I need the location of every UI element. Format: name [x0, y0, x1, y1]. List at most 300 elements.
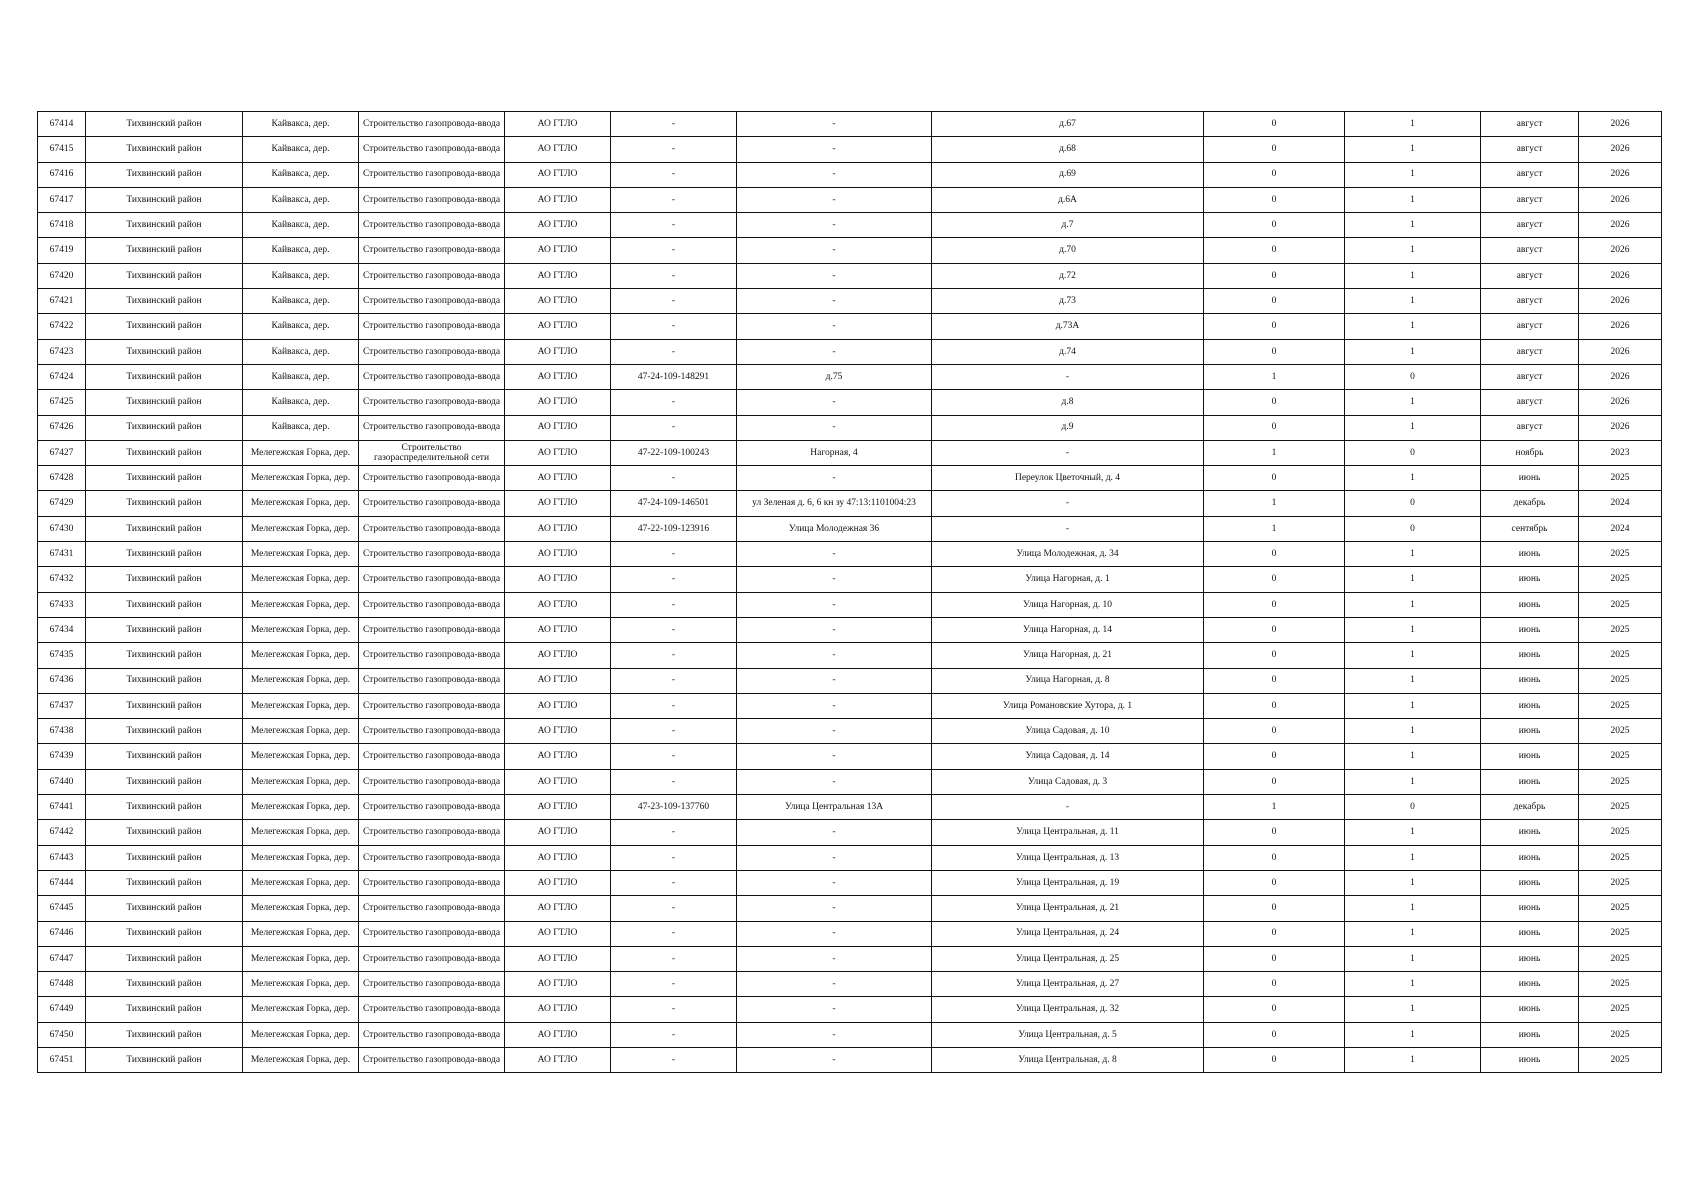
month-cell: июнь	[1481, 1022, 1579, 1047]
table-row	[38, 896, 1662, 921]
object-address-cell: Улица Центральная, д. 11	[932, 820, 1204, 845]
year-cell: 2025	[1579, 870, 1662, 895]
application-number-cell: -	[611, 314, 737, 339]
district-cell: Тихвинский район	[86, 820, 243, 845]
organization-cell: АО ГТЛО	[505, 617, 611, 642]
work-type-cell: Строительство газопровода-ввода	[359, 643, 505, 668]
table-row	[38, 1022, 1662, 1047]
settlement-cell: Кайвакса, дер.	[243, 415, 359, 440]
application-number-cell: -	[611, 921, 737, 946]
application-number-cell: -	[611, 820, 737, 845]
work-type-cell: Строительство газопровода-ввода	[359, 415, 505, 440]
work-type-cell: Строительство газопровода-ввода	[359, 339, 505, 364]
row-number-cell: 67436	[38, 668, 86, 693]
work-type-cell: Строительство газопровода-ввода	[359, 592, 505, 617]
object-address-cell: д.9	[932, 415, 1204, 440]
settlement-cell: Кайвакса, дер.	[243, 364, 359, 389]
count-a-cell: 0	[1204, 592, 1345, 617]
table-row	[38, 415, 1662, 440]
table-body	[38, 112, 1662, 1073]
object-address-cell: д.73	[932, 289, 1204, 314]
applicant-address-cell: -	[737, 1022, 932, 1047]
settlement-cell: Мелегежская Горка, дер.	[243, 1022, 359, 1047]
application-number-cell: -	[611, 415, 737, 440]
month-cell: июнь	[1481, 769, 1579, 794]
application-number-cell: -	[611, 137, 737, 162]
month-cell: июнь	[1481, 542, 1579, 567]
organization-cell: АО ГТЛО	[505, 668, 611, 693]
row-number-cell: 67420	[38, 263, 86, 288]
count-a-cell: 0	[1204, 162, 1345, 187]
month-cell: июнь	[1481, 946, 1579, 971]
work-type-cell: Строительство газопровода-ввода	[359, 744, 505, 769]
district-cell: Тихвинский район	[86, 643, 243, 668]
object-address-cell: д.69	[932, 162, 1204, 187]
count-a-cell: 0	[1204, 617, 1345, 642]
work-type-cell: Строительство газопровода-ввода	[359, 845, 505, 870]
count-b-cell: 1	[1345, 997, 1481, 1022]
year-cell: 2024	[1579, 491, 1662, 516]
table-row	[38, 946, 1662, 971]
applicant-address-cell: Нагорная, 4	[737, 440, 932, 465]
settlement-cell: Мелегежская Горка, дер.	[243, 870, 359, 895]
row-number-cell: 67422	[38, 314, 86, 339]
district-cell: Тихвинский район	[86, 289, 243, 314]
applicant-address-cell: -	[737, 693, 932, 718]
object-address-cell: Улица Центральная, д. 5	[932, 1022, 1204, 1047]
district-cell: Тихвинский район	[86, 187, 243, 212]
district-cell: Тихвинский район	[86, 466, 243, 491]
settlement-cell: Мелегежская Горка, дер.	[243, 744, 359, 769]
district-cell: Тихвинский район	[86, 112, 243, 137]
year-cell: 2025	[1579, 542, 1662, 567]
table-row	[38, 466, 1662, 491]
table-row	[38, 1047, 1662, 1072]
table-row	[38, 643, 1662, 668]
applicant-address-cell: -	[737, 187, 932, 212]
year-cell: 2026	[1579, 415, 1662, 440]
count-a-cell: 0	[1204, 997, 1345, 1022]
table-row	[38, 390, 1662, 415]
month-cell: июнь	[1481, 668, 1579, 693]
object-address-cell: Улица Романовские Хутора, д. 1	[932, 693, 1204, 718]
row-number-cell: 67434	[38, 617, 86, 642]
application-number-cell: -	[611, 112, 737, 137]
table-row	[38, 238, 1662, 263]
applicant-address-cell: -	[737, 744, 932, 769]
application-number-cell: -	[611, 744, 737, 769]
settlement-cell: Кайвакса, дер.	[243, 137, 359, 162]
work-type-cell: Строительство газопровода-ввода	[359, 617, 505, 642]
count-a-cell: 1	[1204, 516, 1345, 541]
settlement-cell: Мелегежская Горка, дер.	[243, 693, 359, 718]
applicant-address-cell: -	[737, 162, 932, 187]
year-cell: 2026	[1579, 213, 1662, 238]
district-cell: Тихвинский район	[86, 162, 243, 187]
applicant-address-cell: -	[737, 820, 932, 845]
object-address-cell: Улица Нагорная, д. 10	[932, 592, 1204, 617]
month-cell: ноябрь	[1481, 440, 1579, 465]
year-cell: 2025	[1579, 972, 1662, 997]
year-cell: 2025	[1579, 921, 1662, 946]
count-b-cell: 1	[1345, 972, 1481, 997]
organization-cell: АО ГТЛО	[505, 896, 611, 921]
work-type-cell: Строительство газопровода-ввода	[359, 516, 505, 541]
table-row	[38, 314, 1662, 339]
object-address-cell: Улица Садовая, д. 14	[932, 744, 1204, 769]
table-row	[38, 870, 1662, 895]
application-number-cell: -	[611, 567, 737, 592]
application-number-cell: -	[611, 289, 737, 314]
work-type-cell: Строительство газопровода-ввода	[359, 213, 505, 238]
count-a-cell: 0	[1204, 1022, 1345, 1047]
organization-cell: АО ГТЛО	[505, 845, 611, 870]
applicant-address-cell: -	[737, 592, 932, 617]
work-type-cell: Строительство газопровода-ввода	[359, 314, 505, 339]
count-a-cell: 0	[1204, 972, 1345, 997]
settlement-cell: Мелегежская Горка, дер.	[243, 972, 359, 997]
table-row	[38, 567, 1662, 592]
settlement-cell: Мелегежская Горка, дер.	[243, 668, 359, 693]
row-number-cell: 67429	[38, 491, 86, 516]
table-row	[38, 491, 1662, 516]
application-number-cell: -	[611, 643, 737, 668]
year-cell: 2026	[1579, 390, 1662, 415]
object-address-cell: Улица Центральная, д. 25	[932, 946, 1204, 971]
district-cell: Тихвинский район	[86, 1022, 243, 1047]
count-b-cell: 1	[1345, 567, 1481, 592]
row-number-cell: 67428	[38, 466, 86, 491]
count-a-cell: 0	[1204, 820, 1345, 845]
work-type-cell: Строительство газопровода-ввода	[359, 187, 505, 212]
district-cell: Тихвинский район	[86, 617, 243, 642]
count-a-cell: 0	[1204, 112, 1345, 137]
table-row	[38, 213, 1662, 238]
district-cell: Тихвинский район	[86, 668, 243, 693]
month-cell: июнь	[1481, 896, 1579, 921]
year-cell: 2025	[1579, 592, 1662, 617]
table-row	[38, 921, 1662, 946]
applicant-address-cell: -	[737, 542, 932, 567]
month-cell: июнь	[1481, 1047, 1579, 1072]
month-cell: август	[1481, 162, 1579, 187]
object-address-cell: -	[932, 516, 1204, 541]
organization-cell: АО ГТЛО	[505, 466, 611, 491]
count-a-cell: 0	[1204, 339, 1345, 364]
object-address-cell: -	[932, 364, 1204, 389]
count-a-cell: 0	[1204, 769, 1345, 794]
settlement-cell: Мелегежская Горка, дер.	[243, 440, 359, 465]
row-number-cell: 67433	[38, 592, 86, 617]
row-number-cell: 67430	[38, 516, 86, 541]
settlement-cell: Кайвакса, дер.	[243, 263, 359, 288]
application-number-cell: -	[611, 542, 737, 567]
year-cell: 2025	[1579, 617, 1662, 642]
settlement-cell: Мелегежская Горка, дер.	[243, 845, 359, 870]
count-a-cell: 0	[1204, 567, 1345, 592]
settlement-cell: Мелегежская Горка, дер.	[243, 542, 359, 567]
application-number-cell: -	[611, 390, 737, 415]
month-cell: сентябрь	[1481, 516, 1579, 541]
application-number-cell: -	[611, 213, 737, 238]
month-cell: июнь	[1481, 617, 1579, 642]
settlement-cell: Кайвакса, дер.	[243, 213, 359, 238]
row-number-cell: 67451	[38, 1047, 86, 1072]
object-address-cell: д.7	[932, 213, 1204, 238]
work-type-cell: Строительство газопровода-ввода	[359, 896, 505, 921]
district-cell: Тихвинский район	[86, 1047, 243, 1072]
count-a-cell: 0	[1204, 1047, 1345, 1072]
organization-cell: АО ГТЛО	[505, 314, 611, 339]
count-a-cell: 0	[1204, 845, 1345, 870]
object-address-cell: Улица Нагорная, д. 14	[932, 617, 1204, 642]
count-a-cell: 0	[1204, 137, 1345, 162]
table-row	[38, 845, 1662, 870]
count-b-cell: 1	[1345, 896, 1481, 921]
applicant-address-cell: -	[737, 289, 932, 314]
row-number-cell: 67426	[38, 415, 86, 440]
district-cell: Тихвинский район	[86, 440, 243, 465]
year-cell: 2025	[1579, 946, 1662, 971]
applicant-address-cell: -	[737, 643, 932, 668]
settlement-cell: Мелегежская Горка, дер.	[243, 719, 359, 744]
work-type-cell: Строительство газопровода-ввода	[359, 364, 505, 389]
row-number-cell: 67450	[38, 1022, 86, 1047]
application-number-cell: -	[611, 1047, 737, 1072]
row-number-cell: 67447	[38, 946, 86, 971]
count-b-cell: 1	[1345, 1022, 1481, 1047]
count-a-cell: 0	[1204, 466, 1345, 491]
application-number-cell: -	[611, 997, 737, 1022]
object-address-cell: Улица Центральная, д. 32	[932, 997, 1204, 1022]
application-number-cell: -	[611, 162, 737, 187]
application-number-cell: -	[611, 870, 737, 895]
year-cell: 2025	[1579, 795, 1662, 820]
organization-cell: АО ГТЛО	[505, 567, 611, 592]
year-cell: 2025	[1579, 567, 1662, 592]
row-number-cell: 67423	[38, 339, 86, 364]
month-cell: июнь	[1481, 643, 1579, 668]
count-b-cell: 0	[1345, 516, 1481, 541]
settlement-cell: Мелегежская Горка, дер.	[243, 567, 359, 592]
organization-cell: АО ГТЛО	[505, 693, 611, 718]
applicant-address-cell: -	[737, 668, 932, 693]
year-cell: 2026	[1579, 314, 1662, 339]
organization-cell: АО ГТЛО	[505, 946, 611, 971]
work-type-cell: Строительство газопровода-ввода	[359, 997, 505, 1022]
year-cell: 2025	[1579, 896, 1662, 921]
application-number-cell: -	[611, 668, 737, 693]
row-number-cell: 67449	[38, 997, 86, 1022]
work-type-cell: Строительство газопровода-ввода	[359, 542, 505, 567]
work-type-cell: Строительство газопровода-ввода	[359, 921, 505, 946]
organization-cell: АО ГТЛО	[505, 643, 611, 668]
document-sheet	[37, 111, 1661, 1073]
organization-cell: АО ГТЛО	[505, 112, 611, 137]
count-a-cell: 1	[1204, 364, 1345, 389]
year-cell: 2025	[1579, 820, 1662, 845]
count-a-cell: 0	[1204, 643, 1345, 668]
district-cell: Тихвинский район	[86, 870, 243, 895]
count-b-cell: 1	[1345, 693, 1481, 718]
row-number-cell: 67432	[38, 567, 86, 592]
month-cell: июнь	[1481, 972, 1579, 997]
month-cell: декабрь	[1481, 491, 1579, 516]
row-number-cell: 67437	[38, 693, 86, 718]
object-address-cell: Улица Нагорная, д. 21	[932, 643, 1204, 668]
count-b-cell: 1	[1345, 921, 1481, 946]
month-cell: август	[1481, 415, 1579, 440]
organization-cell: АО ГТЛО	[505, 769, 611, 794]
month-cell: август	[1481, 213, 1579, 238]
organization-cell: АО ГТЛО	[505, 592, 611, 617]
applicant-address-cell: -	[737, 263, 932, 288]
count-a-cell: 0	[1204, 946, 1345, 971]
count-b-cell: 1	[1345, 668, 1481, 693]
object-address-cell: Улица Нагорная, д. 8	[932, 668, 1204, 693]
count-b-cell: 1	[1345, 415, 1481, 440]
work-type-cell: Строительство газопровода-ввода	[359, 719, 505, 744]
applicant-address-cell: -	[737, 896, 932, 921]
application-number-cell: -	[611, 263, 737, 288]
work-type-cell: Строительство газопровода-ввода	[359, 870, 505, 895]
settlement-cell: Мелегежская Горка, дер.	[243, 617, 359, 642]
district-cell: Тихвинский район	[86, 491, 243, 516]
year-cell: 2025	[1579, 668, 1662, 693]
applicant-address-cell: -	[737, 719, 932, 744]
application-number-cell: -	[611, 896, 737, 921]
row-number-cell: 67421	[38, 289, 86, 314]
application-number-cell: -	[611, 339, 737, 364]
district-cell: Тихвинский район	[86, 390, 243, 415]
year-cell: 2026	[1579, 162, 1662, 187]
applicant-address-cell: ул Зеленая д. 6, 6 кн зу 47:13:1101004:23	[737, 491, 932, 516]
work-type-cell: Строительство газопровода-ввода	[359, 972, 505, 997]
row-number-cell: 67443	[38, 845, 86, 870]
count-b-cell: 1	[1345, 643, 1481, 668]
year-cell: 2025	[1579, 719, 1662, 744]
work-type-cell: Строительство газопровода-ввода	[359, 820, 505, 845]
application-number-cell: -	[611, 769, 737, 794]
applicant-address-cell: -	[737, 415, 932, 440]
application-number-cell: 47-22-109-100243	[611, 440, 737, 465]
year-cell: 2026	[1579, 137, 1662, 162]
settlement-cell: Кайвакса, дер.	[243, 289, 359, 314]
year-cell: 2026	[1579, 289, 1662, 314]
month-cell: август	[1481, 137, 1579, 162]
year-cell: 2024	[1579, 516, 1662, 541]
table-row	[38, 440, 1662, 465]
count-a-cell: 0	[1204, 289, 1345, 314]
object-address-cell: д.70	[932, 238, 1204, 263]
organization-cell: АО ГТЛО	[505, 289, 611, 314]
application-number-cell: -	[611, 845, 737, 870]
work-type-cell: Строительство газопровода-ввода	[359, 238, 505, 263]
district-cell: Тихвинский район	[86, 769, 243, 794]
district-cell: Тихвинский район	[86, 314, 243, 339]
count-b-cell: 1	[1345, 744, 1481, 769]
application-number-cell: -	[611, 592, 737, 617]
application-number-cell: -	[611, 693, 737, 718]
table-row	[38, 263, 1662, 288]
row-number-cell: 67439	[38, 744, 86, 769]
application-number-cell: -	[611, 466, 737, 491]
table-row	[38, 693, 1662, 718]
settlement-cell: Мелегежская Горка, дер.	[243, 769, 359, 794]
year-cell: 2025	[1579, 693, 1662, 718]
row-number-cell: 67414	[38, 112, 86, 137]
count-a-cell: 0	[1204, 668, 1345, 693]
application-number-cell: 47-24-109-146501	[611, 491, 737, 516]
organization-cell: АО ГТЛО	[505, 972, 611, 997]
year-cell: 2025	[1579, 1047, 1662, 1072]
district-cell: Тихвинский район	[86, 592, 243, 617]
work-type-cell: Строительство газопровода-ввода	[359, 769, 505, 794]
district-cell: Тихвинский район	[86, 567, 243, 592]
month-cell: июнь	[1481, 820, 1579, 845]
count-b-cell: 1	[1345, 289, 1481, 314]
settlement-cell: Мелегежская Горка, дер.	[243, 795, 359, 820]
object-address-cell: -	[932, 491, 1204, 516]
application-number-cell: -	[611, 238, 737, 263]
applicant-address-cell: Улица Центральная 13А	[737, 795, 932, 820]
applicant-address-cell: -	[737, 845, 932, 870]
district-cell: Тихвинский район	[86, 415, 243, 440]
month-cell: июнь	[1481, 719, 1579, 744]
row-number-cell: 67417	[38, 187, 86, 212]
organization-cell: АО ГТЛО	[505, 263, 611, 288]
month-cell: август	[1481, 263, 1579, 288]
count-b-cell: 1	[1345, 162, 1481, 187]
table-row	[38, 137, 1662, 162]
row-number-cell: 67438	[38, 719, 86, 744]
applicant-address-cell: -	[737, 112, 932, 137]
month-cell: июнь	[1481, 567, 1579, 592]
object-address-cell: Улица Центральная, д. 19	[932, 870, 1204, 895]
month-cell: июнь	[1481, 997, 1579, 1022]
applicant-address-cell: -	[737, 567, 932, 592]
work-type-cell: Строительство газопровода-ввода	[359, 795, 505, 820]
row-number-cell: 67442	[38, 820, 86, 845]
applicant-address-cell: -	[737, 466, 932, 491]
application-number-cell: -	[611, 972, 737, 997]
row-number-cell: 67418	[38, 213, 86, 238]
organization-cell: АО ГТЛО	[505, 795, 611, 820]
settlement-cell: Мелегежская Горка, дер.	[243, 466, 359, 491]
table-row	[38, 112, 1662, 137]
applicant-address-cell: -	[737, 339, 932, 364]
year-cell: 2026	[1579, 263, 1662, 288]
table-row	[38, 592, 1662, 617]
year-cell: 2026	[1579, 238, 1662, 263]
table-row	[38, 516, 1662, 541]
district-cell: Тихвинский район	[86, 946, 243, 971]
year-cell: 2025	[1579, 997, 1662, 1022]
work-type-cell: Строительство газопровода-ввода	[359, 491, 505, 516]
count-a-cell: 0	[1204, 693, 1345, 718]
table-row	[38, 187, 1662, 212]
month-cell: август	[1481, 339, 1579, 364]
application-number-cell: -	[611, 1022, 737, 1047]
month-cell: август	[1481, 238, 1579, 263]
object-address-cell: д.72	[932, 263, 1204, 288]
table-row	[38, 542, 1662, 567]
application-number-cell: -	[611, 946, 737, 971]
district-cell: Тихвинский район	[86, 516, 243, 541]
district-cell: Тихвинский район	[86, 921, 243, 946]
district-cell: Тихвинский район	[86, 137, 243, 162]
month-cell: июнь	[1481, 466, 1579, 491]
